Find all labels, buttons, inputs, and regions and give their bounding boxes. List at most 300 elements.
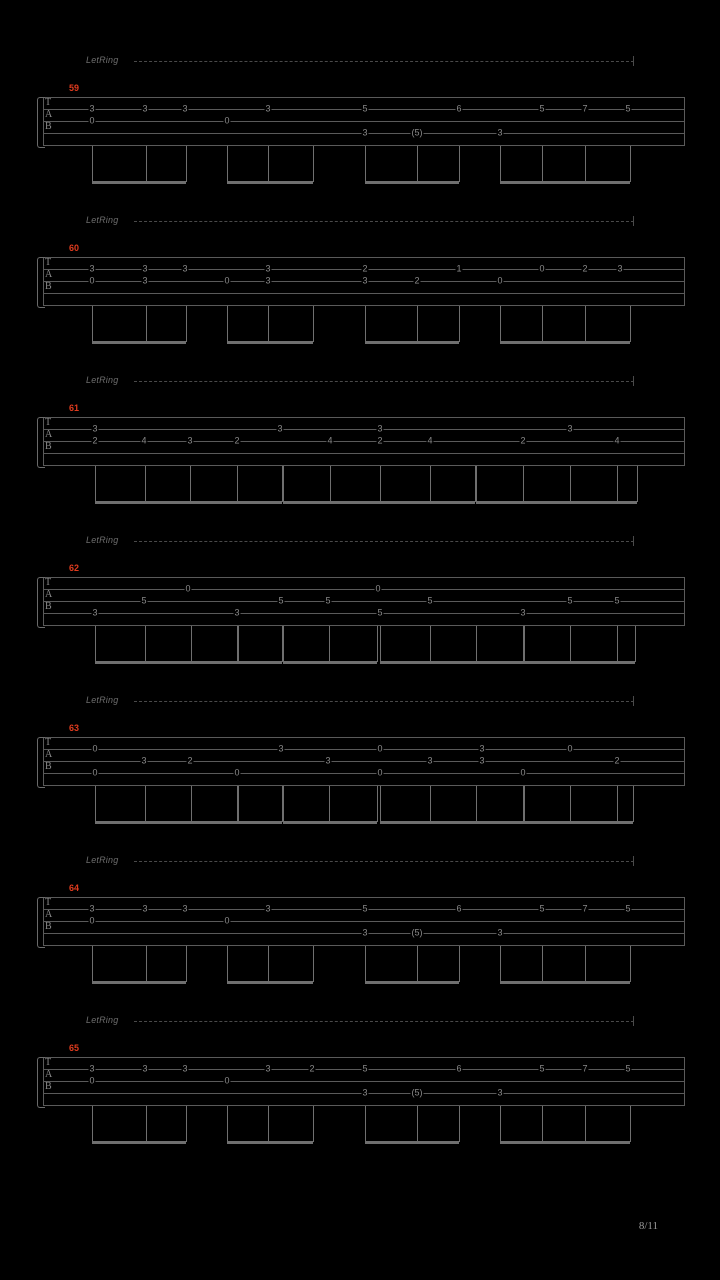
let-ring-end-tick: [633, 536, 634, 546]
note-stem: [268, 146, 269, 182]
system-brace: [37, 737, 45, 788]
measure-number: 63: [69, 723, 80, 733]
tab-note: 3: [617, 263, 623, 274]
staff-line: [43, 97, 685, 98]
note-beam: [145, 501, 190, 504]
tab-note: 5: [325, 595, 331, 606]
let-ring-end-tick: [633, 696, 634, 706]
note-stem: [365, 306, 366, 342]
tab-note: 3: [567, 423, 573, 434]
note-beam: [227, 1141, 268, 1144]
note-beam: [237, 501, 282, 504]
tab-clef: [45, 257, 57, 293]
note-stem: [585, 946, 586, 982]
tab-clef-letter: A: [45, 589, 53, 600]
note-stem: [524, 786, 525, 822]
note-stem: [570, 466, 571, 502]
note-stem: [313, 946, 314, 982]
system-brace: [37, 97, 45, 148]
note-beam: [268, 981, 313, 984]
note-stem: [476, 786, 477, 822]
note-stem: [630, 946, 631, 982]
tab-note: 2: [377, 435, 383, 446]
note-stem: [186, 1106, 187, 1142]
tab-note: 2: [187, 755, 193, 766]
staff-line: [43, 773, 685, 774]
tab-clef-letter: A: [45, 909, 53, 920]
tab-staff: [43, 257, 685, 305]
tab-clef-letter: B: [45, 121, 52, 132]
let-ring-dashed-line: [134, 221, 634, 223]
tab-note: 2: [414, 275, 420, 286]
note-beam: [365, 341, 417, 344]
system-brace: [37, 897, 45, 948]
tab-note: 3: [277, 423, 283, 434]
tab-note: 5: [141, 595, 147, 606]
note-beam: [476, 661, 524, 664]
tab-clef-letter: B: [45, 761, 52, 772]
note-stem: [500, 946, 501, 982]
tab-clef-letter: A: [45, 749, 53, 760]
tab-note: 3: [142, 103, 148, 114]
page-number: 8/11: [638, 1220, 658, 1232]
note-stem: [523, 466, 524, 502]
note-stem: [186, 306, 187, 342]
let-ring-label: LetRing: [86, 55, 119, 65]
note-beam: [417, 341, 459, 344]
note-stem: [430, 626, 431, 662]
note-stem: [630, 306, 631, 342]
staff-line: [43, 257, 685, 258]
tab-clef-letter: A: [45, 109, 53, 120]
let-ring-label: LetRing: [86, 855, 119, 865]
tab-note: (5): [411, 127, 423, 138]
staff-line: [43, 1081, 685, 1082]
note-stem: [630, 1106, 631, 1142]
tab-note: (5): [411, 1087, 423, 1098]
staff-line: [43, 1057, 685, 1058]
let-ring-dashed-line: [134, 541, 634, 543]
tab-staff: [43, 737, 685, 785]
staff-line: [43, 121, 685, 122]
note-beam: [523, 501, 570, 504]
note-beam: [191, 821, 238, 824]
note-beam: [146, 341, 186, 344]
staff-line: [43, 577, 685, 578]
note-beam: [585, 981, 630, 984]
tab-note: 3: [362, 275, 368, 286]
note-stem: [476, 626, 477, 662]
note-beam: [430, 501, 475, 504]
note-beam: [146, 1141, 186, 1144]
tab-note: 0: [224, 275, 230, 286]
tab-clef: [45, 97, 57, 133]
note-beam: [542, 181, 585, 184]
staff-line: [43, 761, 685, 762]
note-stem: [542, 1106, 543, 1142]
note-stem: [542, 946, 543, 982]
tab-note: 0: [520, 767, 526, 778]
let-ring-label: LetRing: [86, 535, 119, 545]
note-stem: [585, 306, 586, 342]
tab-note: 0: [539, 263, 545, 274]
note-stem: [617, 626, 618, 662]
barline-right: [684, 1057, 685, 1106]
note-stem: [500, 306, 501, 342]
note-beam: [523, 821, 570, 824]
note-stem: [238, 786, 239, 822]
tab-clef-letter: T: [45, 897, 52, 908]
measure-number: 60: [69, 243, 80, 253]
note-stem: [227, 946, 228, 982]
tab-clef: [45, 417, 57, 453]
note-beam: [145, 821, 191, 824]
note-stem: [417, 946, 418, 982]
note-stem: [459, 946, 460, 982]
note-stem: [191, 786, 192, 822]
note-beam: [365, 981, 417, 984]
note-stem: [191, 626, 192, 662]
barline-right: [684, 737, 685, 786]
note-beam: [570, 661, 617, 664]
staff-line: [43, 453, 685, 454]
note-beam: [430, 661, 476, 664]
note-stem: [146, 946, 147, 982]
note-beam: [523, 661, 570, 664]
tab-note: 3: [142, 1063, 148, 1074]
note-beam: [476, 821, 524, 824]
note-stem: [430, 786, 431, 822]
note-stem: [633, 786, 634, 822]
staff-line: [43, 749, 685, 750]
note-stem: [92, 946, 93, 982]
tab-note: 7: [582, 103, 588, 114]
note-stem: [283, 786, 284, 822]
tab-note: (5): [411, 927, 423, 938]
note-beam: [146, 981, 186, 984]
staff-line: [43, 785, 685, 786]
note-stem: [630, 146, 631, 182]
note-stem: [190, 466, 191, 502]
note-beam: [237, 821, 282, 824]
measure-number: 61: [69, 403, 80, 413]
tab-note: 0: [224, 115, 230, 126]
tab-note: 3: [479, 743, 485, 754]
staff-line: [43, 145, 685, 146]
note-stem: [430, 466, 431, 502]
staff-line: [43, 417, 685, 418]
let-ring-label: LetRing: [86, 1015, 119, 1025]
staff-line: [43, 589, 685, 590]
let-ring-dashed-line: [134, 861, 634, 863]
tab-note: 0: [224, 915, 230, 926]
note-stem: [237, 786, 238, 822]
tab-note: 3: [362, 127, 368, 138]
tab-note: 3: [325, 755, 331, 766]
barline-right: [684, 97, 685, 146]
note-beam: [92, 1141, 146, 1144]
tab-note: 3: [187, 435, 193, 446]
tab-note: 3: [497, 1087, 503, 1098]
note-beam: [617, 661, 635, 664]
note-beam: [570, 821, 617, 824]
note-stem: [459, 1106, 460, 1142]
tab-clef-letter: B: [45, 921, 52, 932]
staff-line: [43, 1105, 685, 1106]
tab-note: 2: [582, 263, 588, 274]
tab-note: 0: [375, 583, 381, 594]
tab-note: 3: [362, 927, 368, 938]
tab-note: 0: [89, 115, 95, 126]
note-stem: [570, 626, 571, 662]
tab-note: 1: [456, 263, 462, 274]
tab-note: 2: [520, 435, 526, 446]
note-beam: [417, 1141, 459, 1144]
tab-note: 3: [362, 1087, 368, 1098]
note-stem: [313, 1106, 314, 1142]
note-beam: [329, 661, 377, 664]
note-beam: [500, 181, 542, 184]
barline-right: [684, 257, 685, 306]
tab-clef-letter: T: [45, 737, 52, 748]
note-stem: [145, 466, 146, 502]
measure-number: 59: [69, 83, 80, 93]
note-stem: [585, 1106, 586, 1142]
tab-note: 3: [142, 903, 148, 914]
tab-note: 0: [89, 275, 95, 286]
note-stem: [237, 466, 238, 502]
note-stem: [146, 1106, 147, 1142]
staff-line: [43, 737, 685, 738]
measure-number: 62: [69, 563, 80, 573]
note-stem: [146, 306, 147, 342]
note-stem: [459, 146, 460, 182]
note-stem: [95, 626, 96, 662]
note-beam: [542, 1141, 585, 1144]
tab-note: 5: [567, 595, 573, 606]
tab-note: 3: [142, 275, 148, 286]
tab-clef-letter: T: [45, 97, 52, 108]
tab-note: 6: [456, 903, 462, 914]
tab-clef: [45, 577, 57, 613]
note-beam: [380, 501, 430, 504]
note-beam: [227, 181, 268, 184]
tab-note: 0: [89, 915, 95, 926]
tab-note: 7: [582, 1063, 588, 1074]
tab-note: 3: [265, 263, 271, 274]
note-beam: [542, 341, 585, 344]
note-stem: [617, 466, 618, 502]
note-beam: [542, 981, 585, 984]
tab-staff: [43, 577, 685, 625]
note-beam: [380, 821, 430, 824]
tab-note: 3: [479, 755, 485, 766]
tab-note: 3: [89, 263, 95, 274]
note-stem: [377, 626, 378, 662]
note-stem: [377, 786, 378, 822]
note-stem: [313, 146, 314, 182]
let-ring-end-tick: [633, 1016, 634, 1026]
tab-note: 2: [362, 263, 368, 274]
tab-note: 2: [234, 435, 240, 446]
note-beam: [95, 661, 145, 664]
note-stem: [417, 1106, 418, 1142]
tab-clef-letter: B: [45, 601, 52, 612]
note-stem: [145, 626, 146, 662]
tab-note: 3: [265, 275, 271, 286]
note-stem: [145, 786, 146, 822]
barline-right: [684, 417, 685, 466]
tab-clef-letter: A: [45, 269, 53, 280]
staff-line: [43, 305, 685, 306]
tab-note: 5: [539, 1063, 545, 1074]
note-stem: [92, 306, 93, 342]
tab-note: 3: [89, 103, 95, 114]
note-stem: [380, 786, 381, 822]
tab-clef: [45, 1057, 57, 1093]
tab-note: 5: [625, 103, 631, 114]
tab-note: 7: [582, 903, 588, 914]
note-beam: [146, 181, 186, 184]
tab-note: 2: [614, 755, 620, 766]
note-beam: [190, 501, 237, 504]
note-beam: [227, 341, 268, 344]
tab-clef-letter: B: [45, 281, 52, 292]
note-stem: [417, 146, 418, 182]
note-beam: [95, 821, 145, 824]
tab-note: 6: [456, 1063, 462, 1074]
tab-note: 5: [427, 595, 433, 606]
let-ring-dashed-line: [134, 61, 634, 63]
note-beam: [268, 341, 313, 344]
let-ring-dashed-line: [134, 701, 634, 703]
system-brace: [37, 417, 45, 468]
tab-note: 3: [182, 1063, 188, 1074]
note-beam: [329, 821, 377, 824]
tab-note: 3: [520, 607, 526, 618]
tab-note: 0: [234, 767, 240, 778]
note-stem: [237, 626, 238, 662]
tab-note: 5: [362, 903, 368, 914]
let-ring-label: LetRing: [86, 215, 119, 225]
note-beam: [500, 1141, 542, 1144]
tab-staff: [43, 97, 685, 145]
tab-note: 5: [377, 607, 383, 618]
tab-clef-letter: T: [45, 417, 52, 428]
tab-note: 5: [625, 903, 631, 914]
tab-note: 0: [89, 1075, 95, 1086]
measure-number: 65: [69, 1043, 80, 1053]
note-beam: [283, 501, 330, 504]
note-beam: [585, 341, 630, 344]
tab-clef-letter: T: [45, 1057, 52, 1068]
tab-note: 0: [377, 767, 383, 778]
note-stem: [637, 466, 638, 502]
staff-line: [43, 625, 685, 626]
note-stem: [283, 626, 284, 662]
tab-note: 3: [89, 903, 95, 914]
system-brace: [37, 257, 45, 308]
tab-clef-letter: A: [45, 429, 53, 440]
tab-staff: [43, 1057, 685, 1105]
note-stem: [524, 626, 525, 662]
tab-note: 3: [377, 423, 383, 434]
note-stem: [268, 306, 269, 342]
tab-note: 3: [92, 423, 98, 434]
note-stem: [186, 146, 187, 182]
note-beam: [365, 1141, 417, 1144]
staff-line: [43, 601, 685, 602]
staff-line: [43, 465, 685, 466]
note-stem: [365, 1106, 366, 1142]
tab-note: 0: [497, 275, 503, 286]
note-beam: [95, 501, 145, 504]
system-brace: [37, 577, 45, 628]
staff-line: [43, 945, 685, 946]
tab-note: 2: [309, 1063, 315, 1074]
note-stem: [92, 146, 93, 182]
note-stem: [329, 786, 330, 822]
note-stem: [186, 946, 187, 982]
note-stem: [365, 146, 366, 182]
note-stem: [380, 466, 381, 502]
let-ring-label: LetRing: [86, 695, 119, 705]
note-stem: [523, 786, 524, 822]
tab-note: 5: [539, 103, 545, 114]
tab-note: 6: [456, 103, 462, 114]
tab-staff: [43, 897, 685, 945]
staff-line: [43, 897, 685, 898]
tab-note: 3: [497, 927, 503, 938]
tab-note: 0: [567, 743, 573, 754]
tab-note: 3: [265, 103, 271, 114]
note-stem: [542, 306, 543, 342]
note-stem: [283, 466, 284, 502]
let-ring-label: LetRing: [86, 375, 119, 385]
note-stem: [542, 146, 543, 182]
tab-clef: [45, 897, 57, 933]
tab-clef: [45, 737, 57, 773]
note-stem: [313, 306, 314, 342]
tab-note: 0: [377, 743, 383, 754]
let-ring-end-tick: [633, 56, 634, 66]
barline-right: [684, 577, 685, 626]
note-stem: [95, 786, 96, 822]
note-beam: [417, 181, 459, 184]
tab-clef-letter: A: [45, 1069, 53, 1080]
note-stem: [268, 946, 269, 982]
staff-line: [43, 293, 685, 294]
note-stem: [476, 466, 477, 502]
tab-note: 3: [182, 903, 188, 914]
tab-note: 0: [92, 743, 98, 754]
note-beam: [380, 661, 430, 664]
note-beam: [365, 181, 417, 184]
tab-note: 5: [539, 903, 545, 914]
let-ring-end-tick: [633, 376, 634, 386]
tab-note: 3: [182, 263, 188, 274]
note-stem: [365, 946, 366, 982]
note-stem: [146, 146, 147, 182]
note-beam: [476, 501, 523, 504]
note-beam: [145, 661, 191, 664]
tab-clef-letter: B: [45, 1081, 52, 1092]
tab-note: 5: [614, 595, 620, 606]
tab-note: 3: [278, 743, 284, 754]
tab-note: 4: [141, 435, 147, 446]
tab-note: 3: [92, 607, 98, 618]
note-beam: [268, 1141, 313, 1144]
